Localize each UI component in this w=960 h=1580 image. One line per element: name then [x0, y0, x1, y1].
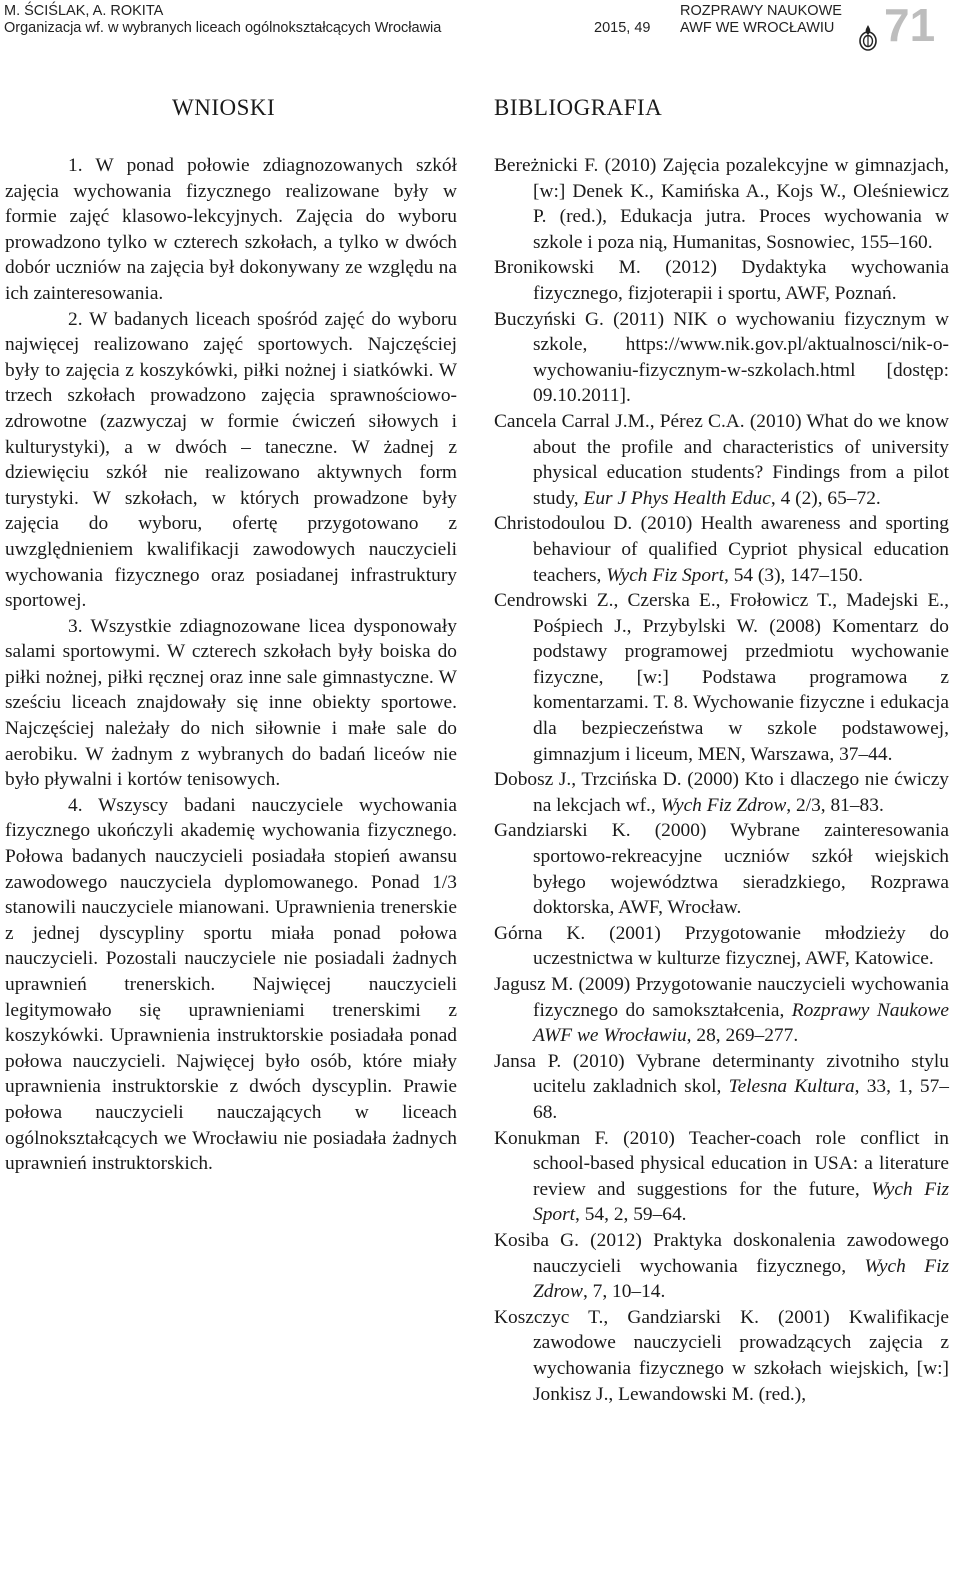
bibliography-entry	[494, 409, 949, 511]
bibliography-entry-text: Bereżnicki F. (2010) Zajęcia pozalekcyjne w gimnazjach, [w:] Denek K., Kamińska A., Kojs W., Oleśniewicz P. (red.), Edukacja jutra. Proces wychowania w szkole i poza nią, Humanitas, Sosnowiec, 155–160.	[494, 155, 949, 253]
bibliography-entry-source: Rozprawy Naukowe AWF we Wrocławiu	[533, 999, 950, 1047]
bibliography-entry	[494, 307, 949, 409]
bibliography-entry-text: Bronikowski M. (2012) Dydaktyka wychowania fizycznego, fizjoterapii i sportu, AWF, Poznań.	[494, 257, 949, 304]
bibliography-entry-details: , 7, 10–14.	[582, 1281, 666, 1303]
bibliography-entry-details: , 54 (3), 147–150.	[724, 564, 863, 586]
bibliography-column	[494, 94, 949, 1407]
bibliography-entry-text: Dobosz J., Trzcińska D. (2000) Kto i dlaczego nie ćwiczy na lekcjach wf.,	[494, 769, 949, 816]
bibliography-entry-text: Christodoulou D. (2010) Health awareness and sporting behaviour of qualified Cypriot physical education teachers,	[494, 513, 949, 586]
page-number: 71	[884, 0, 936, 51]
bibliography-entry-source: Wych Fiz Zdrow	[533, 1255, 949, 1303]
page-header	[0, 0, 960, 60]
bibliography-entry-text: Kosiba G. (2012) Praktyka doskonalenia zawodowego nauczycieli wychowania fizycznego,	[494, 1229, 949, 1277]
bibliography-entry-details: , 54, 2, 59–64.	[575, 1204, 687, 1226]
conclusion-paragraph-2: 2. W badanych liceach spośród zajęć do wyboru najwięcej realizowano zajęć sportowych. Najczęściej były to zajęcia z koszykówki, piłki nożnej i siatkówki. W trzech szkołach prowadzono zajęcia sprawnościowo-zdrowotne (zazwyczaj w formie ćwiczeń siłowych i kulturystyki), a w dwóch – taneczne. W żadnej z dziewięciu szkół nie realizowano aktywnych form turystyki. W szkołach, w których prowadzone były zajęcia do wyboru, ofertę przygotowano z uwzględnieniem kwalifikacji zawodowych nauczycieli wychowania fizycznego oraz posiadanej infrastruktury sportowej.	[5, 308, 457, 612]
awf-logo-icon	[858, 22, 878, 52]
bibliography-entry	[494, 153, 949, 255]
bibliography-entry-text: Koszczyc T., Gandziarski K. (2001) Kwalifikacje zawodowe nauczycieli prowadzących zajęcia z wychowania fizycznego w szkołach wiejskich, [w:] Jonkisz J., Lewandowski M. (red.),	[494, 1306, 949, 1405]
bibliography-entry	[494, 767, 949, 818]
bibliography-entry	[494, 818, 949, 920]
bibliography-entry	[494, 1228, 949, 1305]
bibliography-entry-text: Jagusz M. (2009) Przygotowanie nauczycieli wychowania fizycznego do samokształcenia,	[494, 974, 949, 1021]
bibliography-entry	[494, 511, 949, 588]
bibliography-entry	[494, 1049, 949, 1126]
bibliography-entry	[494, 255, 949, 306]
header-left	[4, 3, 441, 37]
header-running-title: Organizacja wf. w wybranych liceach ogólnokształcących Wrocławia	[4, 20, 442, 36]
conclusion-paragraph-3: 3. Wszystkie zdiagnozowane licea dysponowały salami sportowymi. W czterech szkołach były boiska do piłki nożnej, piłki ręcznej oraz inne sale gimnastyczne. W sześciu liceach znajdowały się inne obiekty sportowe. Najczęściej należały do nich siłownie i małe sale do aerobiku. W żadnym z wybranych do badań liceów nie było pływalni i kortów tenisowych.	[5, 615, 457, 791]
bibliography-entry-text: Górna K. (2001) Przygotowanie młodzieży do uczestnictwa w kulturze fizycznej, AWF, Katowice.	[494, 922, 949, 970]
bibliography-entry-source: Eur J Phys Health Educ	[583, 487, 771, 509]
header-journal-line1: ROZPRAWY NAUKOWE	[680, 3, 842, 19]
bibliography-entry	[494, 1126, 949, 1228]
conclusion-paragraph-1: 1. W ponad połowie zdiagnozowanych szkół zajęcia wychowania fizycznego realizowane były w formie zajęć klasowo-lekcyjnych. Zajęcia do wyboru prowadzono tylko w czterech szkołach, a tylko w dwóch dobór uczniów na zajęcia był dokonywany ze względu na ich zainteresowania.	[5, 155, 457, 304]
bibliography-entry-source: Wych Fiz Sport	[533, 1178, 950, 1226]
bibliography-entry	[494, 588, 949, 767]
bibliography-title: BIBLIOGRAFIA	[494, 95, 663, 120]
bibliography-entry-details: , 33, 1, 57–68.	[533, 1076, 949, 1123]
header-journal	[680, 3, 842, 37]
header-journal-line2: AWF WE WROCŁAWIU	[680, 20, 835, 36]
bibliography-entry-text: Gandziarski K. (2000) Wybrane zainteresowania sportowo-rekreacyjne uczniów szkół wiejskich byłego województwa sieradzkiego, Rozprawa doktorska, AWF, Wrocław.	[494, 820, 949, 919]
bibliography-entry	[494, 921, 949, 972]
header-authors: M. ŚCIŚLAK, A. ROKITA	[4, 3, 164, 19]
bibliography-entry-text: Buczyński G. (2011) NIK o wychowaniu fizycznym w szkole, https://www.nik.gov.pl/aktualnosci/nik-o-wychowaniu-fizycznym-w-szkolach.html [dostęp: 09.10.2011].	[494, 308, 949, 407]
bibliography-entry-text: Jansa P. (2010) Vybrane determinanty zivotniho stylu ucitelu zakladnich skol,	[494, 1050, 949, 1098]
conclusions-title: WNIOSKI	[172, 95, 276, 120]
bibliography-entry-text: Cancela Carral J.M., Pérez C.A. (2010) What do we know about the profile and characteristics of university physical education students? Findings from a pilot study,	[494, 410, 949, 509]
conclusion-paragraph-4: 4. Wszyscy badani nauczyciele wychowania fizycznego ukończyli akademię wychowania fizycznego. Połowa badanych nauczycieli posiadała stopień awansu zawodowego nauczyciela dyplomowanego. Ponad 1/3 stanowili nauczyciele mianowani. Uprawnienia trenerskie z jednej dyscypliny sportu miała ponad połowa nauczycieli. Pozostali nauczyciele nie posiadali żadnych uprawnień trenerskich. Najwięcej nauczycieli legitymowało się uprawnieniami trenerskimi z koszykówki. Uprawnienia instruktorskie posiadała ponad połowa nauczycieli. Najwięcej było osób, które miały uprawnienia instruktorskie z dwóch dyscyplin. Prawie połowa nauczycieli nauczających w liceach ogólnokształcących we Wrocławiu nie posiadała żadnych uprawnień instruktorskich.	[5, 794, 457, 1175]
conclusions-column	[5, 94, 457, 1177]
bibliography-entry	[494, 1305, 949, 1407]
bibliography-entry-source: Wych Fiz Sport	[606, 564, 724, 586]
bibliography-list	[494, 153, 949, 1407]
bibliography-entry-details: , 2/3, 81–83.	[786, 794, 884, 816]
bibliography-entry-text: Konukman F. (2010) Teacher-coach role conflict in school-based physical education in USA: a literature review and suggestions for the future,	[494, 1127, 949, 1200]
bibliography-entry	[494, 972, 949, 1049]
bibliography-entry-details: , 4 (2), 65–72.	[770, 487, 881, 509]
bibliography-entry-source: Wych Fiz Zdrow	[660, 794, 787, 816]
header-year-issue: 2015, 49	[594, 20, 651, 36]
bibliography-entry-source: Telesna Kultura	[728, 1076, 855, 1098]
bibliography-entry-text: Cendrowski Z., Czerska E., Frołowicz T., Madejski E., Pośpiech J., Przybylski W. (2008) Komentarz do podstawy programowej przedmiotu wychowanie fizyczne, [w:] Podstawa programowa z komentarzami. T. 8. Wychowanie fizyczne i edukacja dla bezpieczeństwa w szkole podstawowej, gimnazjum i liceum, MEN, Warszawa, 37–44.	[494, 590, 949, 765]
bibliography-entry-details: , 28, 269–277.	[686, 1025, 799, 1047]
